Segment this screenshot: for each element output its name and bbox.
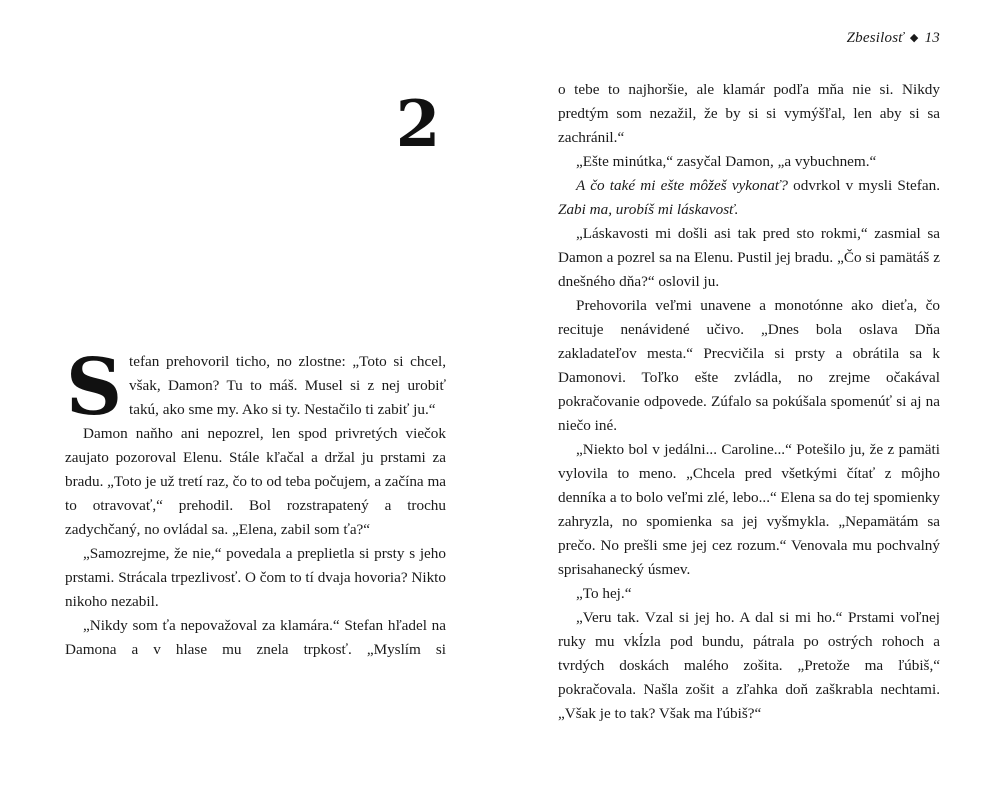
- paragraph: Prehovorila veľmi unavene a monotónne ako dieťa, čo recituje nenávidené učivo. „Dnes bola oslava Dňa zakladateľov mesta.“ Precvičila si prsty a obrátila sa k Damonovi. Toľko ešte zvládla, no zrejme očakával pokračovanie odpovede. Zúfalo sa pokúšala spomenúť si aj na niečo iné.: [558, 297, 940, 434]
- paragraph: „Niekto bol v jedálni... Caroline...“ Potešilo ju, že z pamäti vylovila to meno. „Chcela pred všetkými čítať z môjho denníka a to bolo veľmi zlé, lebo...“ Elena sa do tej spomienky zahryzla, no spomienka sa jej vyšmykla. „Nepamätám sa prečo. No prešli sme jej cez rozum.“ Venovala mu pochvalný sprisahanecký úsmev.: [558, 441, 940, 578]
- paragraph: „To hej.“: [576, 585, 632, 602]
- paragraph: Damon naňho ani nepozrel, len spod privretých viečok zaujato pozoroval Elenu. Stále kľačal a držal ju prstami za bradu. „Toto je už tretí raz, čo to od teba počujem, a začína ma to otravovať,“ prehodil. Bol rozstrapatený a trochu zadychčaný, no ovládal sa. „Elena, zabil som ťa?“: [65, 425, 446, 538]
- paragraph: [558, 174, 940, 222]
- paragraph-text: odvrkol v mysli Stefan.: [787, 177, 940, 194]
- page-number: 13: [924, 30, 940, 46]
- chapter-number-text: 2: [395, 88, 441, 158]
- paragraph: „Láskavosti mi došli asi tak pred sto rokmi,“ zasmial sa Damon a pozrel sa na Elenu. Pustil jej bradu. „Čo si pamätáš z dnešného dňa?“ oslovil ju.: [558, 225, 940, 290]
- right-page-text: [558, 78, 940, 726]
- italic-thought: Zabi ma, urobíš mi láskavosť.: [558, 201, 739, 218]
- chapter-number: [388, 88, 448, 158]
- book-title: Zbesilosť: [846, 30, 904, 46]
- left-page: [0, 0, 502, 800]
- chapter-number-glyph: [388, 88, 448, 158]
- drop-cap: [65, 354, 123, 420]
- left-page-text: [65, 350, 446, 662]
- running-header: [847, 30, 940, 47]
- italic-thought: A čo také mi ešte môžeš vykonať?: [576, 177, 788, 194]
- diamond-separator-icon: ◆: [909, 32, 919, 44]
- paragraph: „Ešte minútka,“ zasyčal Damon, „a vybuchnem.“: [576, 153, 877, 170]
- paragraph: „Nikdy som ťa nepovažoval za klamára.“ Stefan hľadel na Damona a v hlase mu znela trpkosť. „Myslím si: [65, 617, 446, 658]
- paragraph: „Veru tak. Vzal si jej ho. A dal si mi ho.“ Prstami voľnej ruky mu vkĺzla pod bundu, pátrala po ostrých rohoch a tvrdých doskách malého zošita. „Pretože ma ľúbiš,“ pokračovala. Našla zošit a zľahka doň zaškrabla nechtami. „Však je to tak? Však ma ľúbiš?“: [558, 609, 940, 722]
- drop-cap-letter: S: [65, 354, 123, 420]
- paragraph: „Samozrejme, že nie,“ povedala a preplietla si prsty s jeho prstami. Strácala trpezlivosť. O čom to tí dvaja hovoria? Nikto nikoho nezabil.: [65, 545, 446, 610]
- paragraph: tefan prehovoril ticho, no zlostne: „Toto si chcel, však, Damon? Tu to máš. Musel si z nej urobiť takú, ako sme my. Ako si ty. Nestačilo ti zabiť ju.“: [129, 353, 446, 418]
- paragraph: o tebe to najhoršie, ale klamár podľa mňa nie si. Nikdy predtým som nezažil, že by si si vymýšľal, len aby si sa zachránil.“: [558, 81, 940, 146]
